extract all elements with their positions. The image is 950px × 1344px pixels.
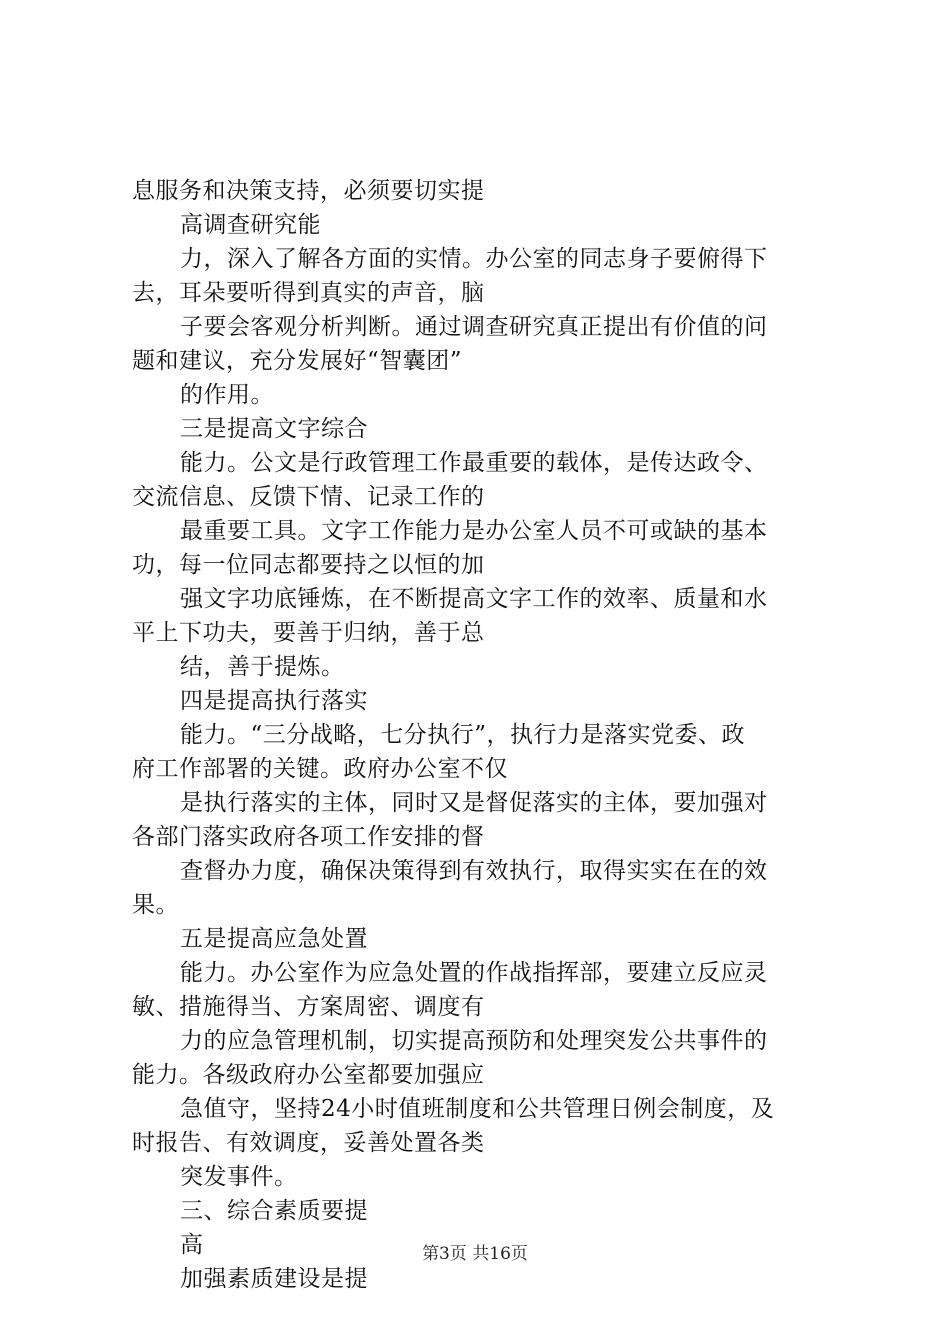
text-line: 结，善于提炼。 [180, 654, 345, 680]
text-line: 息服务和决策支持，必须要切实提 [132, 178, 485, 204]
text-line: 去，耳朵要听得到真实的声音，脑 [132, 280, 485, 306]
text-line: 能力。“三分战略，七分执行”，执行力是落实党委、政 [180, 722, 746, 748]
text-line: 时报告、有效调度，妥善处置各类 [132, 1130, 485, 1156]
text-line: 力的应急管理机制，切实提高预防和处理突发公共事件的 [180, 1028, 768, 1054]
text-line: 突发事件。 [180, 1164, 298, 1190]
text-line: 三、综合素质要提 [180, 1198, 368, 1224]
text-line: 最重要工具。文字工作能力是办公室人员不可或缺的基本 [180, 518, 768, 544]
page-footer: 第3页 共16页 [422, 1244, 528, 1264]
text-line: 高 [180, 1232, 204, 1258]
text-line: 能力。办公室作为应急处置的作战指挥部，要建立反应灵 [180, 960, 768, 986]
text-line: 能力。各级政府办公室都要加强应 [132, 1062, 485, 1088]
text-line: 是执行落实的主体，同时又是督促落实的主体，要加强对 [180, 790, 768, 816]
document-body [132, 174, 832, 1296]
text-line: 能力。公文是行政管理工作最重要的载体，是传达政令、 [180, 450, 768, 476]
text-line: 加强素质建设是提 [180, 1266, 368, 1292]
text-line: 敏、措施得当、方案周密、调度有 [132, 994, 485, 1020]
text-line: 力，深入了解各方面的实情。办公室的同志身子要俯得下 [180, 246, 768, 272]
text-line: 各部门落实政府各项工作安排的督 [132, 824, 485, 850]
text-line: 高调查研究能 [180, 212, 321, 238]
text-line: 四是提高执行落实 [180, 688, 368, 714]
text-line: 强文字功底锤炼，在不断提高文字工作的效率、质量和水 [180, 586, 768, 612]
text-line: 府工作部署的关键。政府办公室不仅 [132, 756, 508, 782]
text-line: 三是提高文字综合 [180, 416, 368, 442]
text-line: 五是提高应急处置 [180, 926, 368, 952]
text-line: 平上下功夫，要善于归纳，善于总 [132, 620, 485, 646]
text-line: 功，每一位同志都要持之以恒的加 [132, 552, 485, 578]
text-line: 交流信息、反馈下情、记录工作的 [132, 484, 485, 510]
text-line: 子要会客观分析判断。通过调查研究真正提出有价值的问 [180, 314, 768, 340]
text-line: 急值守，坚持24小时值班制度和公共管理日例会制度，及 [180, 1096, 775, 1122]
text-line: 的作用。 [180, 382, 274, 408]
text-line: 查督办力度，确保决策得到有效执行，取得实实在在的效 [180, 858, 768, 884]
text-line: 题和建议，充分发展好“智囊团” [132, 348, 463, 374]
text-line: 果。 [132, 892, 179, 918]
